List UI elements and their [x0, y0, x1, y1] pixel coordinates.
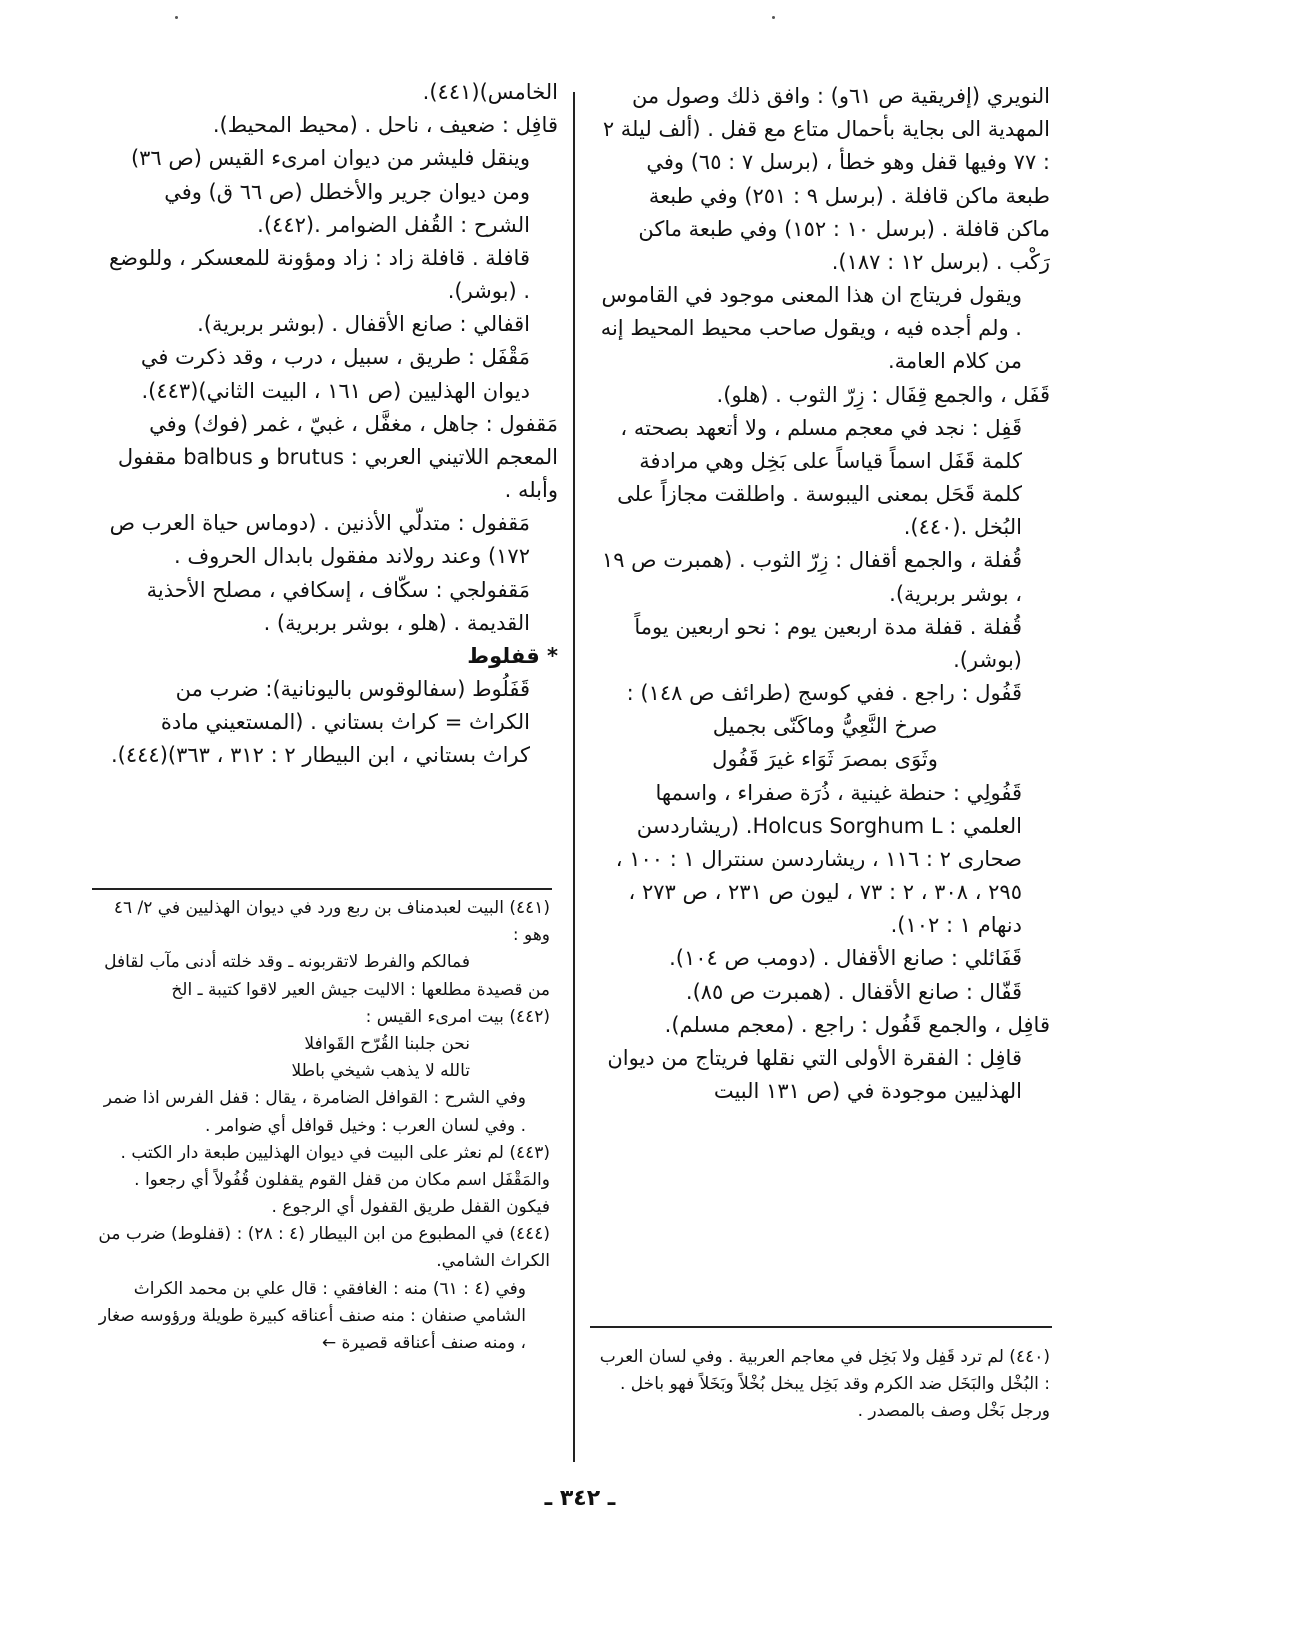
entry-qufla-forty-days: قُفلة . قفلة مدة اربعين يوم : نحو اربعين يوماً (بوشر). [634, 614, 1022, 672]
entry-qafil: قَفِل : نجد في معجم مسلم ، ولا أتعهد بصحته ، كلمة قَفَل اسماً قياساً على بَخِل وهي مرادفة كلمة قَحَل بمعنى اليبوسة . واطلقت مجازاً على البُخل .(٤٤٠). [617, 415, 1022, 540]
entry-qaffal: قَفّال : صانع الأقفال . (همبرت ص ٨٥). [685, 979, 1022, 1004]
entry-qafoul: قَفُول : راجع . ففي كوسج (طرائف ص ١٤٨) : [626, 681, 1022, 706]
verse-line: وثَوَى بمصرَ ثَوَاء غيرَ قَفُول [712, 747, 938, 772]
entry-qafal: قَفَل ، والجمع قِفَال : زِرّ الثوب . (هلو). [716, 382, 1050, 407]
footnote-verse: نحن جلبنا القُرّح القَوافلا [304, 1033, 470, 1054]
footnote: (٤٤١) البيت لعبدمناف بن ربع ورد في ديوان الهذليين في ٢/ ٤٦ وهو : [113, 898, 550, 946]
entry-qafil-freytag: قافِل : الفقرة الأولى التي نقلها فريتاج من ديوان الهذليين موجودة في (ص ١٣١ البيت [607, 1045, 1022, 1104]
paragraph: الخامس)(٤٤١). [422, 80, 558, 104]
entry-qafil-weak: قافِل : ضعيف ، ناحل . (محيط المحيط). [212, 113, 558, 138]
footnote: وفي (٤ : ٦١) منه : الغافقي : قال علي بن محمد الكراث الشامي صنفان : منه صنف أعناقه كبيرة طويلة ورؤوسه صغار ، ومنه صنف أعناقه قصيرة ← [98, 1278, 526, 1353]
right-column [600, 80, 1050, 1108]
column-divider [573, 92, 575, 1462]
footnote-rule [590, 1326, 1052, 1328]
paragraph: النويري (إفريقية ص ٦١و) : وافق ذلك وصول من المهدية الى بجاية بأحمال متاع مع قفل . (ألف ليلة ٢ : ٧٧ وفيها قفل وهو خطأ ، (برسل ٧ : ٦٥) وفي طبعة ماكن قافلة . (برسل ٩ : ٢٥١) وفي طبعة ماكن قافلة . (برسل ١٠ : ١٥٢) وفي طبعة ماكن رَكْب . (برسل ١٢ : ١٨٧). [602, 84, 1050, 274]
entry-iqfali: اقفالي : صانع الأقفال . (بوشر بربرية). [197, 312, 530, 337]
footnote-rule [92, 888, 552, 890]
footnotes-left [95, 895, 550, 1357]
paragraph: وينقل فليشر من ديوان امرىء القيس (ص ٣٦) ومن ديوان جرير والأخطل (ص ٦٦ ق) وفي الشرح : القُفل الضوامر .(٤٤٢). [130, 146, 530, 237]
entry-qufla: قُفلة ، والجمع أقفال : زِرّ الثوب . (همبرت ص ١٩ ، بوشر بربرية). [601, 548, 1022, 606]
entry-qafouli: قَفُولِي : حنطة غينية ، ذُرَة صفراء ، واسمها العلمي : Holcus Sorghum L. (ريشاردسن صحارى ٢ : ١١٦ ، ريشاردسن سنترال ١ : ١٠٠ ، ٢٩٥ ، ٣٠٨ ، ٢ : ٧٣ ، ليون ص ٢٣١ ، ص ٢٧٣ ، دنهام ١ : ١٠٢). [615, 780, 1022, 938]
section-heading: * قفلوط [467, 643, 558, 668]
footnote: (٤٤٢) بيت امرىء القيس : [365, 1006, 550, 1027]
entry-qafaili: قَفَائلي : صانع الأقفال . (دومب ص ١٠٤). [669, 946, 1022, 971]
footnote-verse: فمالكم والفرط لاتقربونه ـ وقد خلته أدنى مآب لقافل [104, 952, 470, 973]
entry-maqfoulji: مَقفولجي : سكّاف ، إسكافي ، مصلح الأحذية القديمة . (هلو ، بوشر بربرية) . [146, 577, 530, 635]
entry-maqfoul-ears: مَقفول : متدلّي الأذنين . (دوماس حياة العرب ص ١٧٢) وعند رولاند مفقول بابدال الحروف . [109, 511, 530, 569]
paragraph: ويقول فريتاج ان هذا المعنى موجود في القاموس . ولم أجده فيه ، ويقول صاحب محيط المحيط إنه من كلام العامة. [600, 283, 1022, 374]
speck-mark [175, 16, 178, 19]
left-column [108, 76, 558, 773]
footnote-verse: تالله لا يذهب شيخي باطلا [291, 1061, 470, 1082]
entry-qafalout: قَفَلُوط (سفالوقوس باليونانية): ضرب من الكراث = كراث بستاني . (المستعيني مادة كراث بستاني ، ابن البيطار ٢ : ٣١٢ ، ٣٦٣)(٤٤٤). [111, 677, 530, 768]
verse-line: صرخ النَّعِيُّ وماكَنّى بجميل [712, 714, 938, 739]
entry-maqfoul: مَقفول : جاهل ، مغفَّل ، غبيّ ، غمر (فوك) وفي المعجم اللاتيني العربي : brutus و balbus مقفول وأبله . [117, 411, 558, 503]
footnote: (٤٤٣) لم نعثر على البيت في ديوان الهذليين طبعة دار الكتب . والمَقْفَل اسم مكان من قفل القوم يقفلون قُفُولاً أي رجعوا . فيكون القفل طريق القفول أي الرجوع . [120, 1142, 550, 1218]
entry-qafila: قافلة . قافلة زاد : زاد ومؤونة للمعسكر ، وللوضع . (بوشر). [108, 245, 530, 304]
page-number: ـ ٣٤٢ ـ [544, 1486, 616, 1511]
footnote: (٤٤٠) لم ترد قَفِل ولا بَخِل في معاجم العربية . وفي لسان العرب : البُخْل والبَخَل ضد الكرم وقد بَخِل يبخل بُخْلاً وبَخَلاً فهو باخل . ورجل بَخْل وصف بالمصدر . [599, 1347, 1050, 1422]
footnote: (٤٤٤) في المطبوع من ابن البيطار (٤ : ٢٨) : (قفلوط) ضرب من الكراث الشامي. [98, 1224, 550, 1272]
footnote: وفي الشرح : القوافل الضامرة ، يقال : قفل الفرس اذا ضمر . وفي لسان العرب : وخيل قوافل أي ضوامر . [103, 1088, 526, 1136]
speck-mark [772, 16, 775, 19]
entry-qafil-plural: قافِل ، والجمع قَفُول : راجع . (معجم مسلم). [664, 1012, 1050, 1037]
footnotes-right [595, 1344, 1050, 1426]
entry-maqfal: مَقْفَل : طريق ، سبيل ، درب ، وقد ذكرت في ديوان الهذليين (ص ١٦١ ، البيت الثاني)(٤٤٣). [140, 345, 530, 403]
footnote: من قصيدة مطلعها : الاليت جيش العير لاقوا كتيبة ـ الخ [171, 979, 550, 1000]
